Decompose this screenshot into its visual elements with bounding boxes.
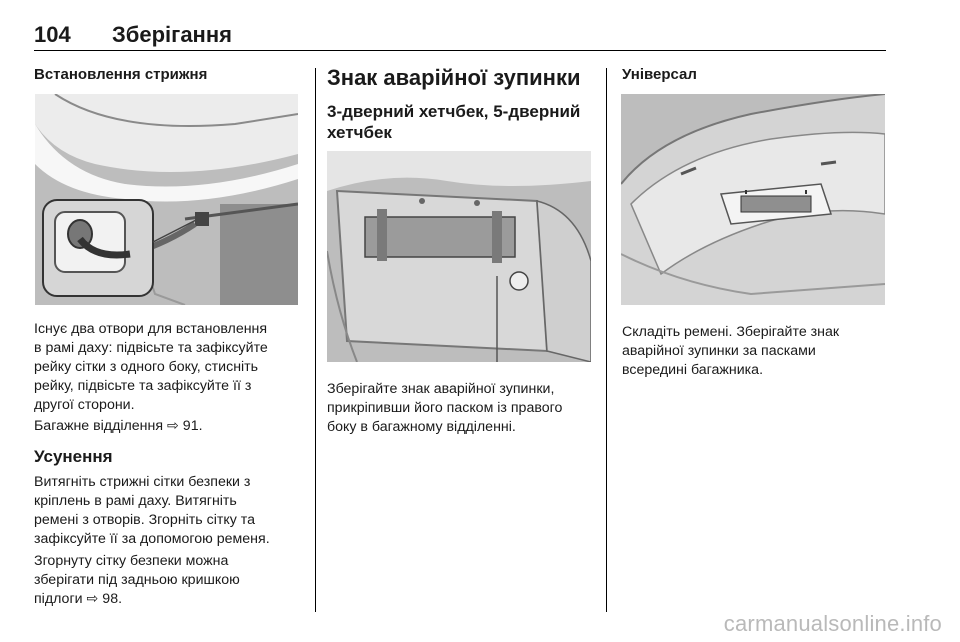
text-line: рейку, підвісьте та зафіксуйте її з xyxy=(34,378,252,394)
text-line: хетчбек xyxy=(327,123,392,142)
text-line: Витягніть стрижні сітки безпеки з xyxy=(34,474,251,490)
section-heading-removal: Усунення xyxy=(34,447,113,466)
text-line: аварійної зупинки за пасками xyxy=(622,343,816,359)
text-line: кріплень в рамі даху. Витягніть xyxy=(34,493,237,509)
paragraph-storage xyxy=(34,552,240,609)
text-line: підлоги ⇨ 98. xyxy=(34,591,123,607)
text-line: другої сторони. xyxy=(34,397,135,413)
watermark: carmanualsonline.info xyxy=(723,611,942,636)
text-line: Складіть ремені. Зберігайте знак xyxy=(622,324,840,340)
text-line: рейку сітки з одного боку, стисніть xyxy=(34,359,259,375)
page-number: 104 xyxy=(34,22,71,47)
column-divider-1 xyxy=(315,68,316,612)
text-line: Згорнуту сітку безпеки можна xyxy=(34,553,229,569)
column-divider-2 xyxy=(606,68,607,612)
text-line: зберігати під задньою кришкою xyxy=(34,572,240,588)
text-line: Багажне відділення ⇨ 91. xyxy=(34,418,203,434)
text-line: зафіксуйте її за допомогою ременя. xyxy=(34,531,270,547)
text-line: боку в багажному відділенні. xyxy=(327,419,516,435)
figure-estate-tailgate xyxy=(621,94,885,305)
text-line: 3-дверний хетчбек, 5-дверний xyxy=(327,102,581,121)
paragraph-rod-install xyxy=(34,320,268,415)
section-heading-rod-install: Встановлення стрижня xyxy=(34,66,208,83)
subheading-hatchback xyxy=(327,101,580,143)
text-line: Існує два отвори для встановлення xyxy=(34,321,268,337)
section-heading-warning-triangle: Знак аварійної зупинки xyxy=(327,65,581,90)
page-header xyxy=(34,22,886,52)
header-rule xyxy=(34,50,886,51)
cross-reference-luggage xyxy=(34,417,203,436)
paragraph-removal xyxy=(34,473,270,549)
section-heading-estate: Універсал xyxy=(622,66,697,83)
text-line: в рамі даху: підвісьте та зафіксуйте xyxy=(34,340,268,356)
figure-rod-install xyxy=(35,94,298,305)
paragraph-warning-triangle xyxy=(327,380,562,437)
paragraph-estate xyxy=(622,323,839,380)
text-line: прикріпивши його паском із правого xyxy=(327,400,563,416)
text-line: Зберігайте знак аварійної зупинки, xyxy=(327,381,555,397)
chapter-title: Зберігання xyxy=(112,22,232,47)
figure-hatchback-trunk xyxy=(327,151,591,362)
text-line: всередині багажника. xyxy=(622,362,764,378)
text-line: ремені з отворів. Згорніть сітку та xyxy=(34,512,256,528)
